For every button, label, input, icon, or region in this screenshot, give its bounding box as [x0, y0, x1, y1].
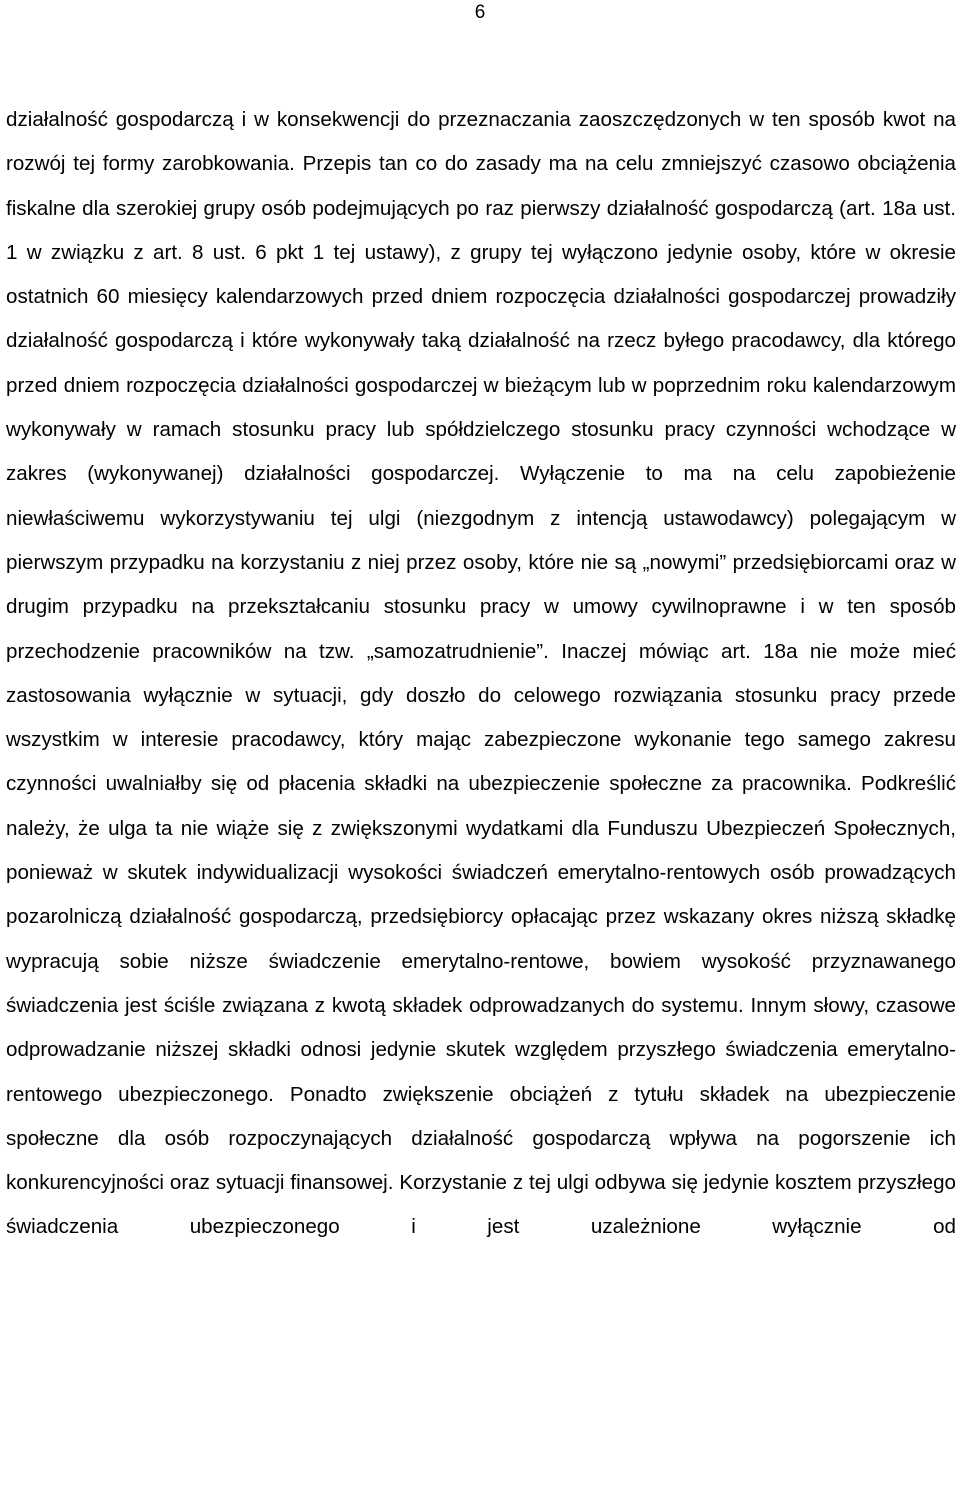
- page-number: 6: [474, 2, 486, 23]
- body-paragraph: działalność gospodarczą i w konsekwencji do przeznaczania zaoszczędzonych w ten sposób kwot na rozwój tej formy zarobkowania. Przepis tan co do zasady ma na celu zmniejszyć czasowo obciążenia fiskalne dla szerokiej grupy osób podejmujących po raz pierwszy działalność gospodarczą (art. 18a ust. 1 w związku z art. 8 ust. 6 pkt 1 tej ustawy), z grupy tej wyłączono jedynie osoby, które w okresie ostatnich 60 miesięcy kalendarzowych przed dniem rozpoczęcia działalności gospodarczej prowadziły działalność gospodarczą i które wykonywały taką działalność na rzecz byłego pracodawcy, dla którego przed dniem rozpoczęcia działalności gospodarczej w bieżącym lub w poprzednim roku kalendarzowym wykonywały w ramach stosunku pracy lub spółdzielczego stosunku pracy czynności wchodzące w zakres (wykonywanej) działalności gospodarczej. Wyłączenie to ma na celu zapobieżenie niewłaściwemu wykorzystywaniu tej ulgi (niezgodnym z intencją ustawodawcy) polegającym w pierwszym przypadku na korzystaniu z niej przez osoby, które nie są „nowymi” przedsiębiorcami oraz w drugim przypadku na przekształcaniu stosunku pracy w umowy cywilnoprawne i w ten sposób przechodzenie pracowników na tzw. „samozatrudnienie”. Inaczej mówiąc art. 18a nie może mieć zastosowania wyłącznie w sytuacji, gdy doszło do celowego rozwiązania stosunku pracy przede wszystkim w interesie pracodawcy, który mając zabezpieczone wykonanie tego samego zakresu czynności uwalniałby się od płacenia składki na ubezpieczenie społeczne za pracownika. Podkreślić należy, że ulga ta nie wiąże się z zwiększonymi wydatkami dla Funduszu Ubezpieczeń Społecznych, ponieważ w skutek indywidualizacji wysokości świadczeń emerytalno-rentowych osób prowadzących pozarolniczą działalność gospodarczą, przedsiębiorcy opłacając przez wskazany okres niższą składkę wypracują sobie niższe świadczenie emerytalno-rentowe, bowiem wysokość przyznawanego świadczenia jest ściśle związana z kwotą składek odprowadzanych do systemu. Innym słowy, czasowe odprowadzanie niższej składki odnosi jedynie skutek względem przyszłego świadczenia emerytalno-rentowego ubezpieczonego. Ponadto zwiększenie obciążeń z tytułu składek na ubezpieczenie społeczne dla osób rozpoczynających działalność gospodarczą wpływa na pogorszenie ich konkurencyjności oraz sytuacji finansowej. Korzystanie z tej ulgi odbywa się jedynie kosztem przyszłego świadczenia ubezpieczonego i jest uzależnione wyłącznie od: [6, 108, 956, 1239]
